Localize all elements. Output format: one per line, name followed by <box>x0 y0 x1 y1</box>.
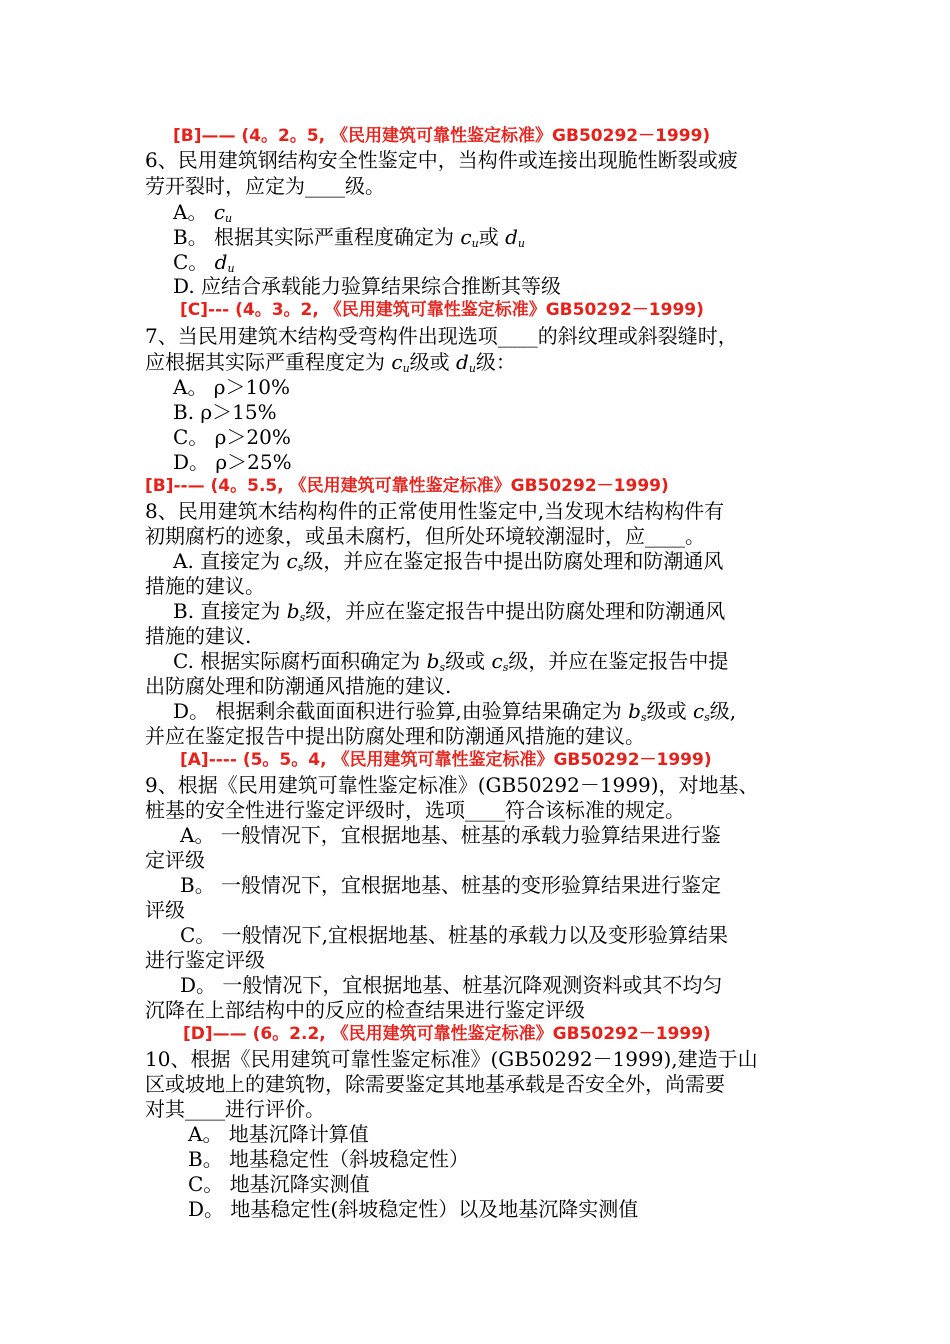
option-8c-prefix: C. 根据实际腐朽面积确定为 <box>173 649 427 673</box>
option-9c-line-2: 进行鉴定评级 <box>145 948 265 972</box>
answer-q7: [B]--— (4。5.5, 《民用建筑可靠性鉴定标准》GB50292－1999) <box>145 476 669 496</box>
option-8d-line-1 <box>173 699 736 724</box>
symbol-cs: $c_s$ <box>286 549 304 574</box>
symbol-bs: $b_s$ <box>426 649 446 674</box>
option-8a-line-1 <box>173 549 723 574</box>
option-8c-line-1 <box>173 649 728 674</box>
question-7-line-2-prefix: 应根据其实际严重程度定为 <box>145 350 392 374</box>
option-8d-suffix: 级, <box>709 699 737 723</box>
option-6b-label: B。 根据其实际严重程度确定为 <box>173 225 461 249</box>
question-8-line-2: 初期腐朽的迹象，或虽未腐朽，但所处环境较潮湿时，应____。 <box>145 524 705 548</box>
option-10b: B。 地基稳定性（斜坡稳定性） <box>188 1147 470 1171</box>
question-6-line-2: 劳开裂时，应定为____级。 <box>145 174 385 198</box>
option-7b: B. ρ＞15% <box>173 400 277 424</box>
option-8c-suffix: 级，并应在鉴定报告中提 <box>508 649 729 673</box>
answer-q5: [B]—— (4。2。5, 《民用建筑可靠性鉴定标准》GB50292－1999) <box>173 126 711 146</box>
symbol-du: $d_u$ <box>214 250 235 275</box>
option-6c-label: C。 <box>173 250 215 274</box>
option-6b <box>173 225 525 250</box>
question-9-line-1: 9、根据《民用建筑可靠性鉴定标准》(GB50292－1999)，对地基、 <box>145 773 759 797</box>
option-7a: A。 ρ＞10% <box>173 375 291 399</box>
option-8d-prefix: D。 根据剩余截面面积进行验算,由验算结果确定为 <box>173 699 629 723</box>
option-9d-line-2: 沉降在上部结构中的反应的检查结果进行鉴定评级 <box>145 998 585 1022</box>
option-8d-line-2: 并应在鉴定报告中提出防腐处理和防潮通风措施的建议。 <box>145 724 645 748</box>
option-7c: C。 ρ＞20% <box>173 425 291 449</box>
option-9b-line-2: 评级 <box>145 898 185 922</box>
option-8a-suffix: 级，并应在鉴定报告中提出防腐处理和防潮通风 <box>303 549 724 573</box>
symbol-cs: $c_s$ <box>491 649 509 674</box>
option-8b-line-1 <box>173 599 725 624</box>
symbol-du: $d_u$ <box>505 225 525 250</box>
option-6b-mid: 或 <box>478 225 506 249</box>
option-8c-mid: 级或 <box>445 649 492 673</box>
option-8c-line-2: 出防腐处理和防潮通风措施的建议. <box>145 674 452 698</box>
question-7-line-1: 7、当民用建筑木结构受弯构件出现选项____的斜纹理或斜裂缝时， <box>145 324 738 348</box>
question-7-line-2-mid: 级或 <box>409 350 457 374</box>
option-6d: D. 应结合承载能力验算结果综合推断其等级 <box>173 274 562 298</box>
option-8b-suffix: 级，并应在鉴定报告中提出防腐处理和防潮通风 <box>305 599 726 623</box>
option-9d-line-1: D。 一般情况下，宜根据地基、桩基沉降观测资料或其不均匀 <box>180 973 723 997</box>
symbol-bs: $b_s$ <box>286 599 306 624</box>
question-6-line-1: 6、民用建筑钢结构安全性鉴定中，当构件或连接出现脆性断裂或疲 <box>145 148 738 172</box>
answer-q8: [A]---- (5。5。4, 《民用建筑可靠性鉴定标准》GB50292－1999) <box>180 750 712 770</box>
answer-q6: [C]--- (4。3。2, 《民用建筑可靠性鉴定标准》GB50292－1999) <box>180 300 704 320</box>
option-9c-line-1: C。 一般情况下,宜根据地基、桩基的承载力以及变形验算结果 <box>180 923 729 947</box>
option-10d: D。 地基稳定性(斜坡稳定性）以及地基沉降实测值 <box>188 1197 639 1221</box>
option-9a-line-1: A。 一般情况下，宜根据地基、桩基的承载力验算结果进行鉴 <box>180 823 721 847</box>
option-9b-line-1: B。 一般情况下，宜根据地基、桩基的变形验算结果进行鉴定 <box>180 873 722 897</box>
question-9-line-2: 桩基的安全性进行鉴定评级时，选项____符合该标准的规定。 <box>145 798 685 822</box>
option-10a: A。 地基沉降计算值 <box>188 1122 369 1146</box>
symbol-cu: $c_u$ <box>460 225 479 250</box>
symbol-bs: $b_s$ <box>628 699 647 724</box>
question-10-line-2: 区或坡地上的建筑物，除需要鉴定其地基承载是否安全外，尚需要 <box>145 1072 725 1096</box>
question-7-line-2-suffix: 级： <box>475 350 516 374</box>
option-9a-line-2: 定评级 <box>145 848 205 872</box>
question-8-line-1: 8、民用建筑木结构构件的正常使用性鉴定中,当发现木结构构件有 <box>145 499 725 523</box>
question-10-line-3: 对其____进行评价。 <box>145 1097 325 1121</box>
option-8d-mid: 级或 <box>646 699 693 723</box>
option-8b-line-2: 措施的建议. <box>145 624 252 648</box>
symbol-cs: $c_s$ <box>692 699 710 724</box>
question-7-line-2 <box>145 350 516 375</box>
option-6c <box>173 250 235 275</box>
option-8a-line-2: 措施的建议。 <box>145 574 265 598</box>
option-8b-prefix: B. 直接定为 <box>173 599 287 623</box>
question-10-line-1: 10、根据《民用建筑可靠性鉴定标准》(GB50292－1999),建造于山 <box>145 1047 758 1071</box>
option-7d: D。 ρ＞25% <box>173 450 292 474</box>
symbol-cu: $c_u$ <box>391 350 410 375</box>
answer-q9: [D]—— (6。2.2, 《民用建筑可靠性鉴定标准》GB50292－1999) <box>183 1024 711 1044</box>
option-6a <box>173 200 232 225</box>
option-8a-prefix: A. 直接定为 <box>173 549 287 573</box>
symbol-du: $d_u$ <box>456 350 476 375</box>
option-10c: C。 地基沉降实测值 <box>188 1172 370 1196</box>
option-6a-label: A。 <box>173 200 214 224</box>
symbol-cu: $c_u$ <box>213 200 233 225</box>
